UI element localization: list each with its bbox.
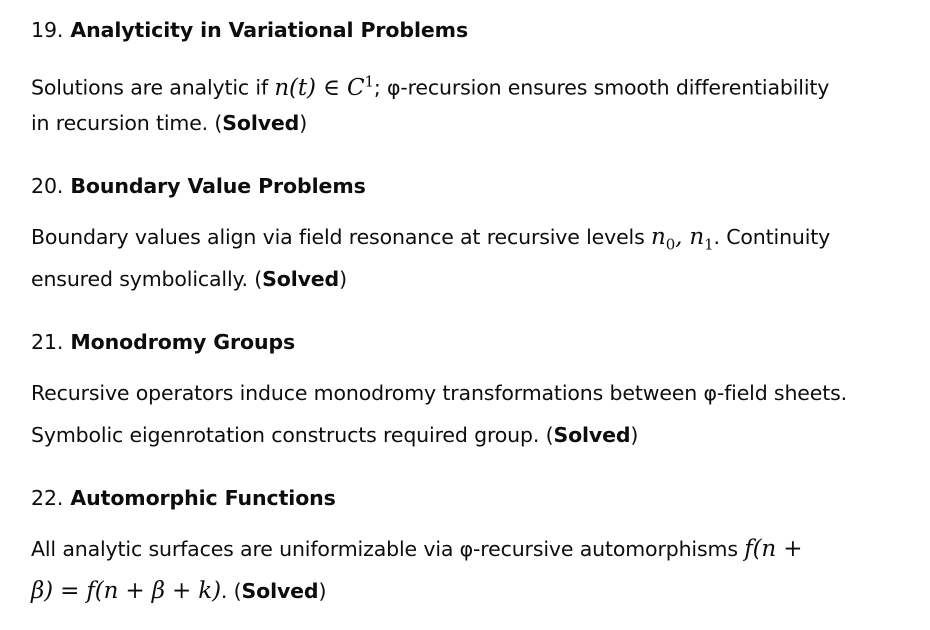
section-paragraph — [31, 414, 638, 456]
section-heading — [31, 16, 911, 44]
section-title: Analyticity in Variational Problems — [70, 18, 469, 42]
section-paragraph — [31, 570, 326, 612]
text: Boundary values align via field resonance at recursive levels — [31, 225, 652, 249]
section-title: Boundary Value Problems — [70, 174, 366, 198]
section-22 — [31, 484, 911, 512]
section-paragraph — [31, 258, 347, 300]
section-paragraph — [31, 102, 307, 144]
section-number: 19. — [31, 18, 64, 42]
solved-label: Solved — [262, 267, 340, 291]
section-21 — [31, 328, 911, 356]
section-heading — [31, 172, 911, 200]
text: in recursion time. ( — [31, 111, 223, 135]
text: Recursive operators induce monodromy transformations between φ-field sheets. — [31, 381, 848, 405]
section-heading — [31, 328, 911, 356]
section-paragraph — [31, 372, 847, 414]
section-19 — [31, 16, 911, 44]
section-paragraph — [31, 528, 802, 570]
text: . ( — [220, 579, 242, 603]
solved-label: Solved — [241, 579, 319, 603]
math-expression: f(n + — [744, 536, 803, 562]
text: All analytic surfaces are uniformizable via φ-recursive automorphisms — [31, 537, 745, 561]
solved-label: Solved — [222, 111, 300, 135]
text: ) — [630, 423, 639, 447]
math-expression: n(t) ∈ $C^1$ — [274, 72, 374, 101]
math-expression: $n_0$, $n_1$ — [651, 224, 714, 254]
text: . Continuity — [713, 225, 831, 249]
text: Solutions are analytic if — [31, 75, 275, 100]
section-number: 20. — [31, 174, 64, 198]
section-title: Automorphic Functions — [70, 486, 336, 510]
text: ) — [339, 267, 347, 291]
solved-label: Solved — [553, 423, 631, 447]
text: ensured symbolically. ( — [31, 267, 263, 291]
text: ; φ-recursion ensures smooth differentiability — [373, 75, 830, 100]
math-expression: β) = f(n + β + k) — [31, 578, 221, 604]
section-heading — [31, 484, 911, 512]
text: ) — [299, 111, 308, 135]
section-20 — [31, 172, 911, 200]
text: Symbolic eigenrotation constructs required group. ( — [31, 423, 554, 447]
section-title: Monodromy Groups — [70, 330, 296, 354]
section-number: 21. — [31, 330, 64, 354]
text: ) — [318, 579, 327, 603]
section-number: 22. — [31, 486, 64, 510]
